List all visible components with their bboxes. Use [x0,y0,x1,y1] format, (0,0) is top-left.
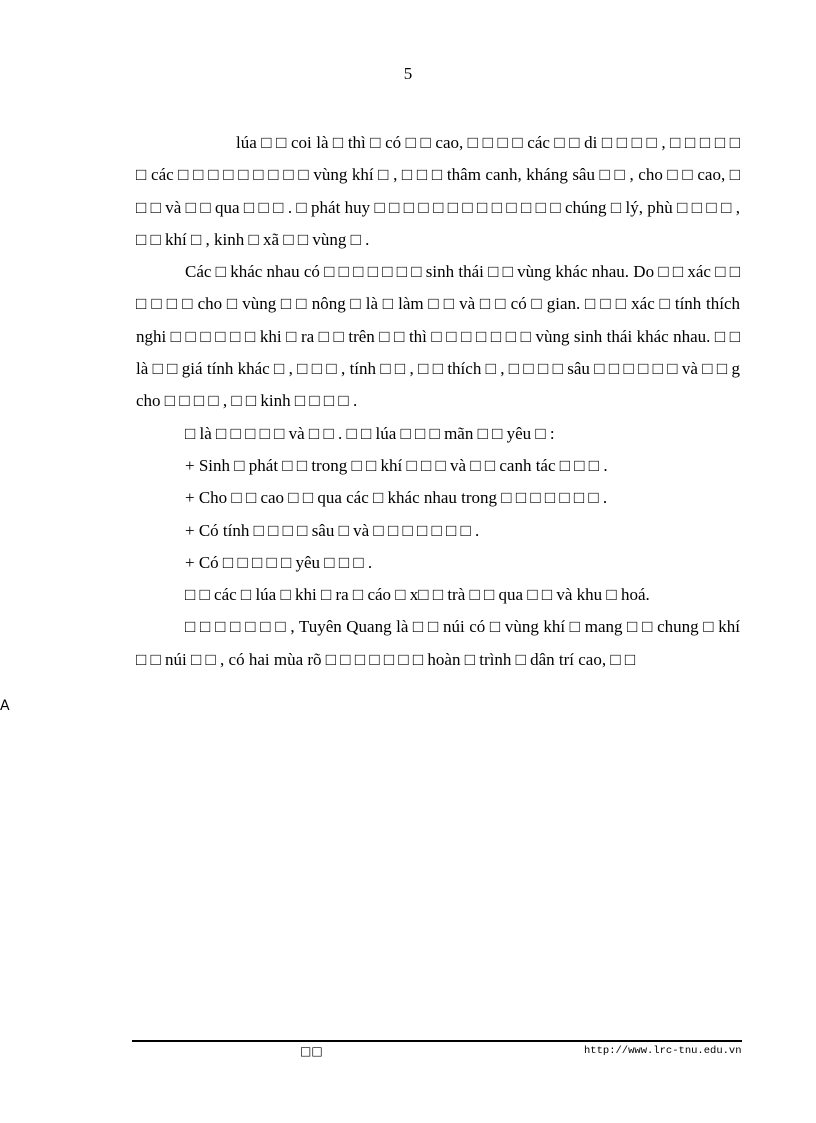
footer-url: http://www.lrc-tnu.edu.vn [584,1045,742,1057]
body-text [136,127,740,676]
list-item: + Sinh □ phát □ □ trong □ □ khí □ □ □ và □ □ canh tác □ □ □ . [185,455,608,475]
paragraph-2: Các □ khác nhau có □ □ □ □ □ □ □ sinh thái □ □ vùng khác nhau. Do □ □ xác □ □ □ □ □ □ cho □ vùng □ □ nông □ là □ làm □ □ và □ □ có □ gian. □ □ □ xác □ tính thích nghi □ □ □ □ □ □ khi □ ra □ □ trên □ □ thì □ □ □ □ □ □ □ vùng sinh thái khác nhau. □ □ là □ □ giá tính khác □ , □ □ □ , tính □ □ , □ □ thích □ , □ □ □ □ sâu □ □ □ □ □ □ và □ □ g cho □ □ □ □ , □ □ kinh □ □ □ □ . [136,262,740,411]
list-item: + Có □ □ □ □ □ yêu □ □ □ . [185,552,373,572]
page-number: 5 [403,64,413,83]
footer-glyphs: □□ [300,1044,323,1058]
list-item: + Cho □ □ cao □ □ qua các □ khác nhau trong □ □ □ □ □ □ □ . [185,488,608,508]
paragraph-4: □ □ các □ lúa □ khi □ ra □ cáo □ x□ □ trà □ □ qua □ □ và khu □ hoá. [185,585,650,605]
footer-divider [132,1040,742,1042]
stray-mark: A [0,698,10,714]
list-item: + Có tính □ □ □ □ sâu □ và □ □ □ □ □ □ □ . [185,520,480,540]
paragraph-5: □ □ □ □ □ □ □ , Tuyên Quang là □ □ núi có □ vùng khí □ mang □ □ chung □ khí □ □ núi □ □ , có hai mùa rõ □ □ □ □ □ □ □ hoàn □ trình □ dân trí cao, □ □ [136,617,740,669]
paragraph-1: lúa □ □ coi là □ thì □ có □ □ cao, □ □ □ □ các □ □ di □ □ □ □ , □ □ □ □ □ □ các □ □ □ □ □ □ □ □ □ vùng khí □ , □ □ □ thâm canh, kháng sâu □ □ , cho □ □ cao, □ □ □ và □ □ qua □ □ □ . □ phát huy □ □ □ □ □ □ □ □ □ □ □ □ □ chúng □ lý, phù □ □ □ □ , □ □ khí □ , kinh □ xã □ □ vùng □ . [136,133,740,249]
paragraph-3: □ là □ □ □ □ □ và □ □ . □ □ lúa □ □ □ mãn □ □ yêu □ : [185,423,555,443]
